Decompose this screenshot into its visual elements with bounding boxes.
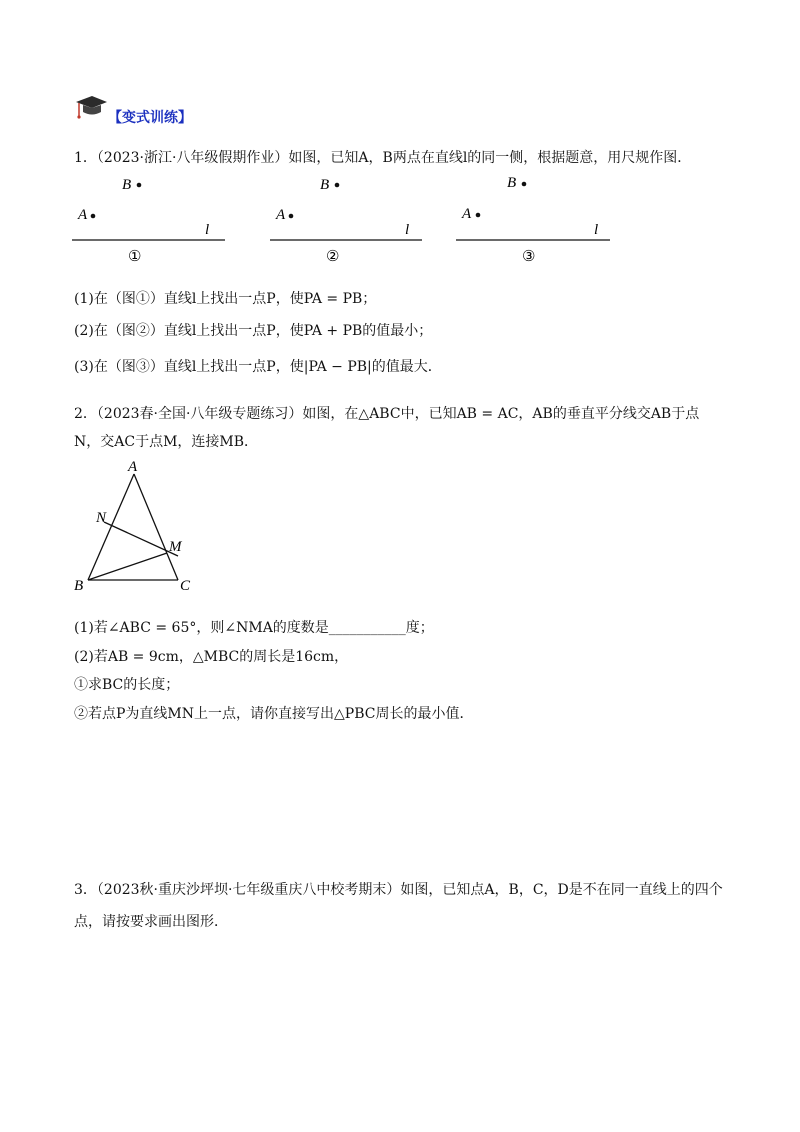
fig1-label-a: A: [78, 207, 88, 223]
q2-stem-line1: 2．（2023春·全国·八年级专题练习）如图，在△ABC中，已知AB = AC，AB的垂直平分线交AB于点: [74, 406, 700, 422]
graduation-cap-icon: [74, 94, 108, 124]
q2-stem-line2: N，交AC于点M，连接MB．: [74, 434, 259, 450]
q3-stem-line1: 3．（2023秋·重庆沙坪坝·七年级重庆八中校考期末）如图，已知点A，B，C，D是不在同一直线上的四个: [74, 882, 723, 898]
fig1-caption: ①: [128, 249, 142, 265]
vertex-b-label: B: [74, 578, 84, 594]
figure-2: [270, 177, 422, 265]
q1-figures: [70, 170, 630, 270]
q2-part1: (1)若∠ABC = 65°，则∠NMA的度数是___________度；: [74, 620, 434, 636]
vertex-a-label: A: [128, 459, 138, 475]
fig3-label-l: l: [594, 222, 599, 238]
q3-stem-line2: 点，请按要求画出图形．: [74, 914, 228, 930]
figure-3: [456, 175, 610, 265]
fig3-caption: ③: [522, 249, 536, 265]
fig3-label-a: A: [462, 206, 472, 222]
fig2-label-b: B: [320, 177, 330, 193]
section-title: 【变式训练】: [108, 110, 192, 126]
fig1-label-l: l: [205, 222, 210, 238]
point-m-label: M: [169, 539, 182, 555]
q1-part2: (2)在（图②）直线l上找出一点P，使PA + PB的值最小；: [74, 323, 433, 339]
q1-stem: 1．（2023·浙江·八年级假期作业）如图，已知A，B两点在直线l的同一侧，根据题意，用尺规作图．: [74, 150, 692, 166]
vertex-c-label: C: [180, 578, 191, 594]
fig2-label-a: A: [276, 207, 286, 223]
q2-triangle-figure: [70, 456, 210, 596]
fig1-label-b: B: [122, 177, 132, 193]
q2-part2: (2)若AB = 9cm，△MBC的周长是16cm，: [74, 649, 349, 665]
q2-sub2: ②若点P为直线MN上一点，请你直接写出△PBC周长的最小值．: [74, 706, 474, 722]
q1-part3: (3)在（图③）直线l上找出一点P，使|PA − PB|的值最大．: [74, 359, 442, 375]
fig2-label-l: l: [405, 222, 410, 238]
fig2-caption: ②: [326, 249, 340, 265]
figure-1: [72, 177, 225, 265]
q1-part1: (1)在（图①）直线l上找出一点P，使PA = PB；: [74, 291, 377, 307]
point-n-label: N: [96, 510, 107, 526]
fig3-label-b: B: [507, 175, 517, 191]
q2-sub1: ①求BC的长度；: [74, 677, 180, 693]
